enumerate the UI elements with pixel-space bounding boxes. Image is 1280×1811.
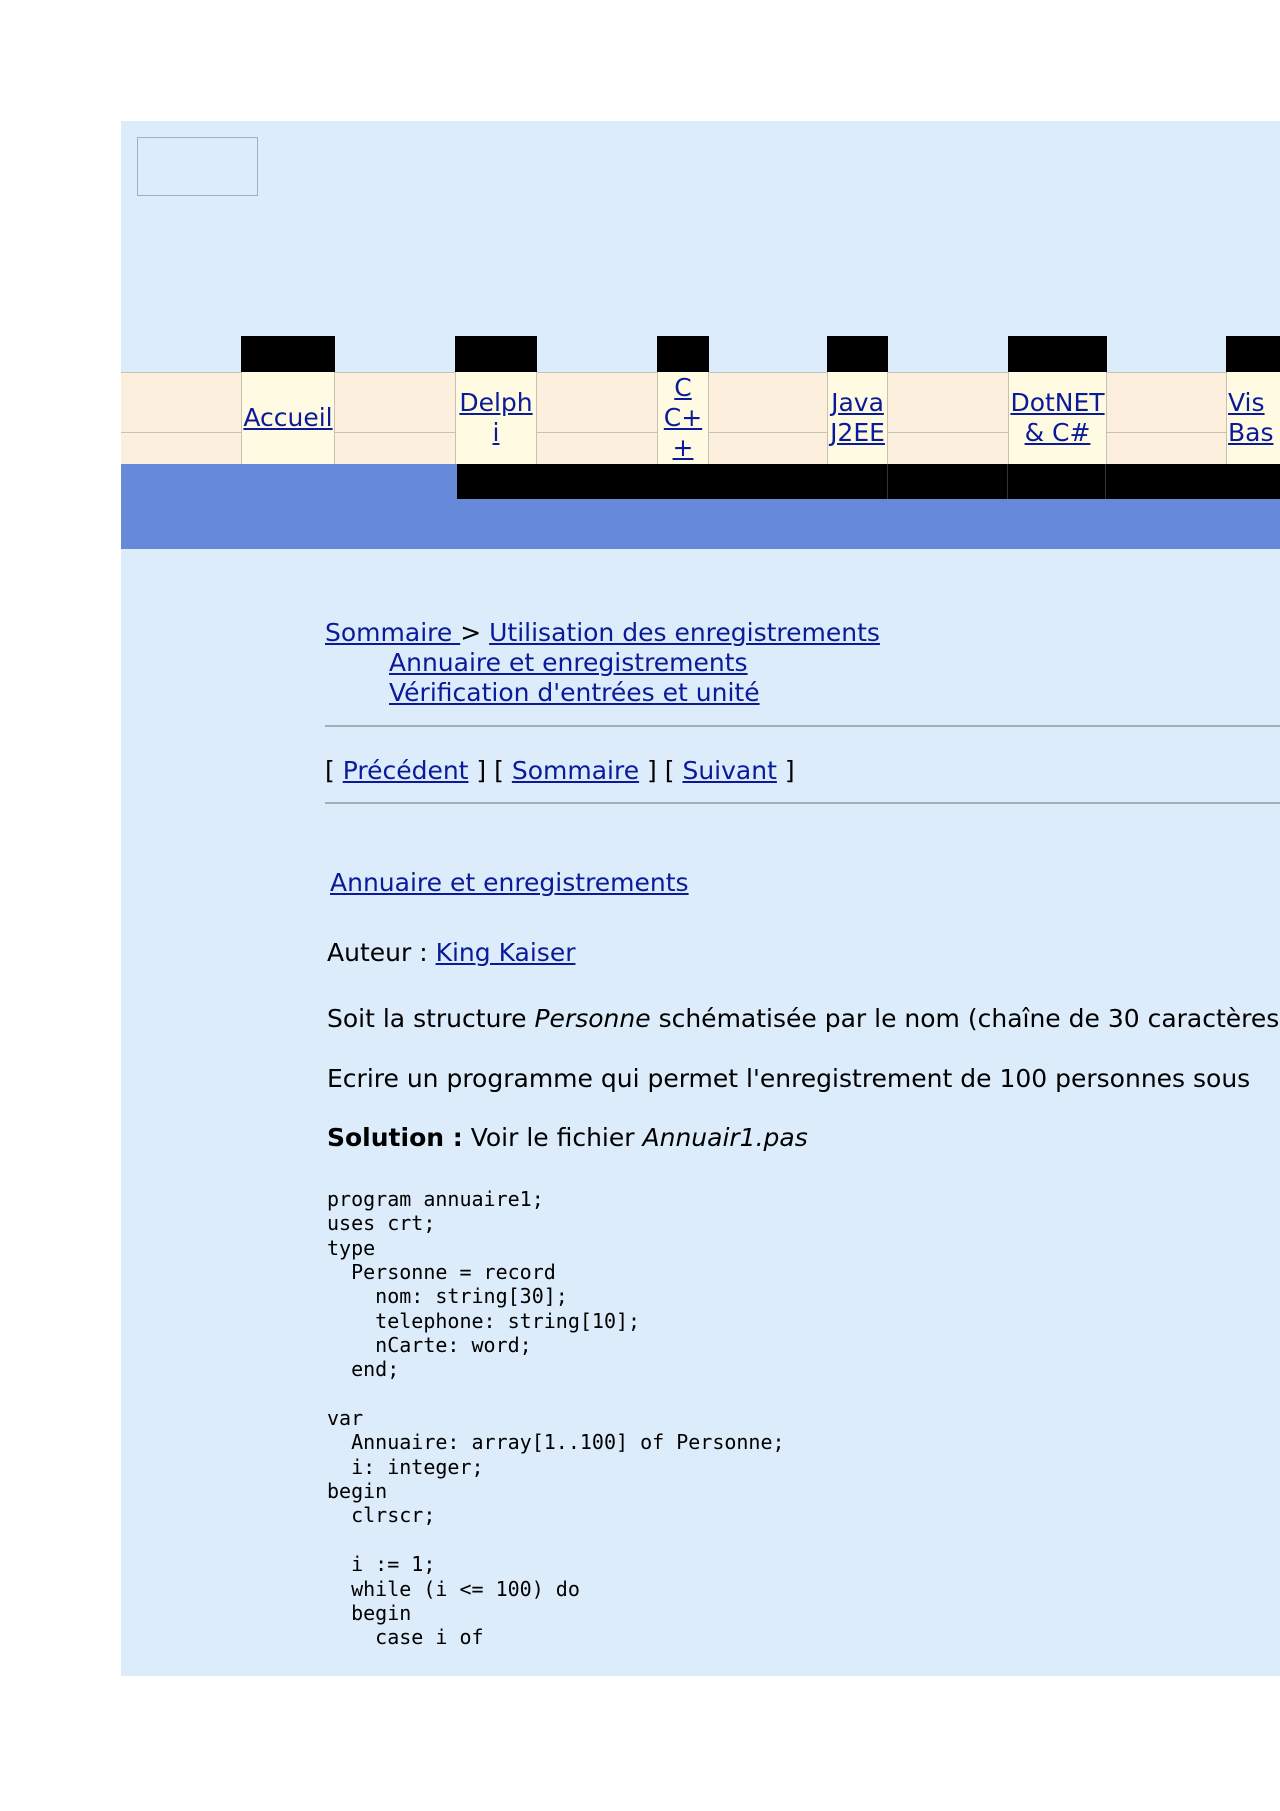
- breadcrumb-current-link[interactable]: Annuaire et enregistrements: [389, 648, 748, 677]
- pager: [ Précédent ] [ Sommaire ] [ Suivant ]: [325, 756, 795, 785]
- breadcrumb-child: [389, 678, 760, 708]
- tab-cap: [1008, 336, 1107, 372]
- pager-toc-link[interactable]: Sommaire: [511, 756, 640, 785]
- tab-delphi[interactable]: [455, 372, 537, 464]
- tab-vb[interactable]: [1226, 372, 1280, 464]
- breadcrumb-child: [389, 648, 748, 678]
- tab-cpp-link[interactable]: C C+ +: [663, 373, 703, 462]
- breadcrumb-separator: >: [460, 618, 482, 647]
- solution-label: Solution :: [327, 1123, 463, 1152]
- tab-cpp[interactable]: [657, 372, 709, 464]
- tab-delphi-link[interactable]: Delph i: [459, 388, 533, 447]
- nav-black-strip: [457, 464, 1280, 499]
- author-label: Auteur :: [327, 938, 436, 967]
- author-line: [327, 938, 575, 968]
- divider: [325, 802, 1280, 804]
- tab-cap: [455, 336, 537, 372]
- tab-cap: [241, 336, 335, 372]
- tab-accueil-link[interactable]: Accueil: [243, 403, 333, 432]
- tab-vb-link[interactable]: Vis Bas: [1228, 388, 1274, 447]
- code-block: program annuaire1; uses crt; type Personne = record nom: string[30]; telephone: string[10]; nCarte: word; end; var Annuaire: array[1..100] of Personne; i: integer; begin clrscr; i := 1; while (i <= 100) do begin case i of: [327, 1187, 785, 1650]
- breadcrumb-next-link[interactable]: Vérification d'entrées et unité: [389, 678, 760, 707]
- logo-placeholder: [137, 137, 258, 196]
- tab-dotnet-link[interactable]: DotNET & C#: [1010, 388, 1105, 447]
- tab-dotnet[interactable]: [1008, 372, 1107, 464]
- tab-java-link[interactable]: Java J2EE: [830, 388, 885, 447]
- pager-prev-link[interactable]: Précédent: [342, 756, 469, 785]
- breadcrumb-sommaire-link[interactable]: Sommaire: [325, 618, 461, 647]
- article-title-link[interactable]: Annuaire et enregistrements: [330, 868, 689, 897]
- pager-next-link[interactable]: Suivant: [682, 756, 777, 785]
- article-title: [330, 868, 689, 898]
- tab-cap: [657, 336, 709, 372]
- page-container: [121, 121, 1280, 1676]
- paragraph: Ecrire un programme qui permet l'enregistrement de 100 personnes sous: [327, 1064, 1251, 1093]
- tab-cap: [827, 336, 888, 372]
- tab-cap: [1226, 336, 1280, 372]
- tab-accueil[interactable]: [241, 372, 335, 464]
- tab-java[interactable]: [827, 372, 888, 464]
- paragraph: Soit la structure Personne schématisée par le nom (chaîne de 30 caractères: [327, 1004, 1280, 1033]
- solution-file: Annuair1.pas: [642, 1123, 808, 1152]
- breadcrumb-section-link[interactable]: Utilisation des enregistrements: [489, 618, 880, 647]
- breadcrumb: [325, 618, 880, 648]
- divider: [325, 725, 1280, 727]
- solution-line: Solution : Voir le fichier Annuair1.pas: [327, 1123, 808, 1152]
- author-link[interactable]: King Kaiser: [435, 938, 576, 967]
